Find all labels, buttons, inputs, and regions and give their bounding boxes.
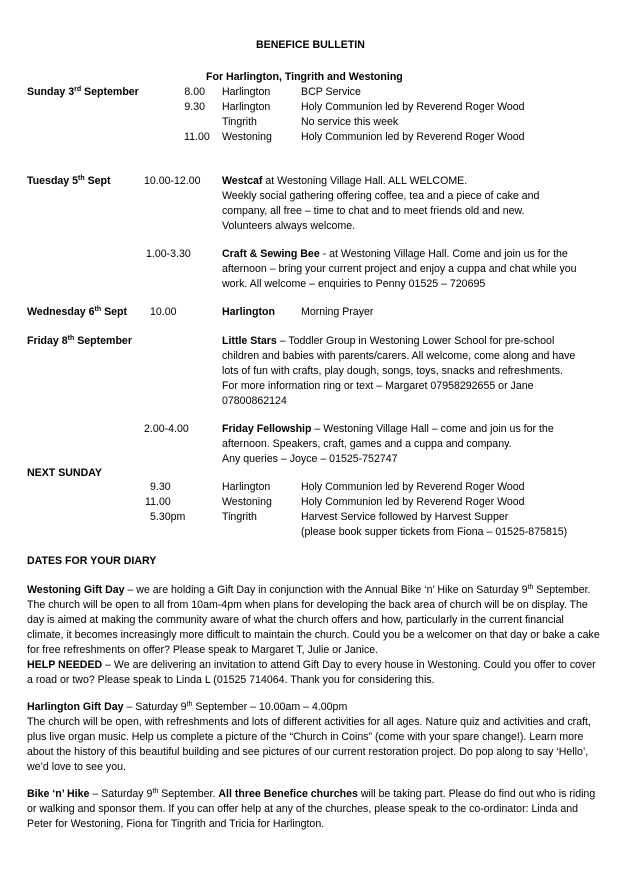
next-sunday-place-1: Harlington xyxy=(222,481,271,493)
craft-line-1: Craft & Sewing Bee - at Westoning Village Hall. Come and join us for the xyxy=(222,248,568,260)
fellowship-line-2: afternoon. Speakers, craft, games and a cuppa and company. xyxy=(222,438,512,450)
stars-line-5: 07800862124 xyxy=(222,395,287,407)
sunday-time-1: 8.00 xyxy=(184,86,205,98)
stars-line-4: For more information ring or text – Margaret 07958292655 or Jane xyxy=(222,380,534,392)
next-sunday-event-2: Holy Communion led by Reverend Roger Wood xyxy=(301,496,525,508)
harlington-gift-title: Harlington Gift Day xyxy=(27,701,124,713)
westcaf-line-1: Westcaf at Westoning Village Hall. ALL WELCOME. xyxy=(222,175,468,187)
sunday-event-2: Holy Communion led by Reverend Roger Wood xyxy=(301,101,525,113)
craft-line-3: work. All welcome – enquiries to Penny 01525 – 720695 xyxy=(222,278,486,290)
craft-time: 1.00-3.30 xyxy=(146,248,191,260)
next-sunday-place-3: Tingrith xyxy=(222,511,257,523)
westcaf-line-2: Weekly social gathering offering coffee, tea and a piece of cake and xyxy=(222,190,540,202)
westcaf-time: 10.00-12.00 xyxy=(144,175,201,187)
next-sunday-heading: NEXT SUNDAY xyxy=(27,467,102,479)
wednesday-place: Harlington xyxy=(222,306,275,318)
westoning-gift-paragraph: Westoning Gift Day – we are holding a Gift Day in conjunction with the Annual Bike ‘n’ Hike on Saturday 9th September. The church will be open to all from 10am-4pm when plans for developing the back area of church will be on display. The day is aimed at making the community aware of what the church offers and how, particularly in the current financial climate, it becomes increasingly more difficult to maintain the church. Could you be a welcomer on that day or bake a cake for free refreshments on offer? Please speak to Margaret T, Julie or Janice. HELP NEEDED – We are delivering an invitation to attend Gift Day to every house in Westoning. Could you offer to cover a road or two? Please speak to Linda L (01525 714064. Thank you for considering this. xyxy=(27,584,600,686)
stars-line-2: children and babies with parents/carers. All welcome, come along and have xyxy=(222,350,576,362)
help-needed-label: HELP NEEDED xyxy=(27,659,103,671)
stars-line-3: lots of fun with crafts, play dough, songs, toys, snacks and refreshments. xyxy=(222,365,563,377)
sunday-time-4: 11.00 xyxy=(184,131,210,143)
sunday-place-1: Harlington xyxy=(222,86,271,98)
next-sunday-place-2: Westoning xyxy=(222,496,272,508)
sunday-time-2: 9.30 xyxy=(184,101,205,113)
next-sunday-time-2: 11.00 xyxy=(145,496,171,508)
next-sunday-time-3: 5.30pm xyxy=(150,511,186,523)
westcaf-line-3: company, all free – time to chat and to meet friends old and new. xyxy=(222,205,525,217)
craft-line-2: afternoon – bring your current project and enjoy a cuppa and chat while you xyxy=(222,263,577,275)
bulletin-title: BENEFICE BULLETIN xyxy=(256,39,365,51)
stars-line-1: Little Stars – Toddler Group in Westoning Lower School for pre-school xyxy=(222,335,555,347)
wednesday-time: 10.00 xyxy=(150,306,177,318)
harlington-gift-paragraph: Harlington Gift Day – Saturday 9th September – 10.00am – 4.00pm The church will be open, with refreshments and lots of different activities for all ages. Nature quiz and activities and craft, plus live organ music. Help us complete a picture of the “Church in Coins” (come with your spare change!). Learn more about the history of this beautiful building and see pictures of our current restoration project. Do pop along to say ‘Hello’, we’d love to see you. xyxy=(27,701,591,773)
westoning-gift-title: Westoning Gift Day xyxy=(27,584,125,596)
sunday-event-4: Holy Communion led by Reverend Roger Wood xyxy=(301,131,525,143)
wednesday-event: Morning Prayer xyxy=(301,306,374,318)
next-sunday-event-1: Holy Communion led by Reverend Roger Wood xyxy=(301,481,525,493)
bike-hike-title: Bike ‘n’ Hike xyxy=(27,788,90,800)
bulletin-subtitle: For Harlington, Tingrith and Westoning xyxy=(206,71,403,83)
friday-heading: Friday 8th September xyxy=(27,335,132,347)
sunday-place-4: Westoning xyxy=(222,131,272,143)
sunday-place-3: Tingrith xyxy=(222,116,257,128)
next-sunday-time-1: 9.30 xyxy=(150,481,171,493)
next-sunday-event-3: Harvest Service followed by Harvest Supper xyxy=(301,511,509,523)
sunday-heading: Sunday 3rd September xyxy=(27,86,139,98)
diary-heading: DATES FOR YOUR DIARY xyxy=(27,555,157,567)
next-sunday-note: (please book supper tickets from Fiona – 01525-875815) xyxy=(301,526,568,538)
fellowship-line-1: Friday Fellowship – Westoning Village Hall – come and join us for the xyxy=(222,423,554,435)
westcaf-line-4: Volunteers always welcome. xyxy=(222,220,356,232)
wednesday-heading: Wednesday 6th Sept xyxy=(27,306,128,318)
fellowship-time: 2.00-4.00 xyxy=(144,423,189,435)
tuesday-heading: Tuesday 5th Sept xyxy=(27,175,111,187)
bike-hike-paragraph: Bike ‘n’ Hike – Saturday 9th September. All three Benefice churches will be taking part. Please do find out who is riding or walking and sponsor them. If you can offer help at any of the churches, please speak to the co-ordinator: Linda and Peter for Westoning, Fiona for Tingrith and Tricia for Harlington. xyxy=(27,788,596,830)
sunday-event-3: No service this week xyxy=(301,116,399,128)
fellowship-line-3: Any queries – Joyce – 01525-752747 xyxy=(222,453,398,465)
sunday-place-2: Harlington xyxy=(222,101,271,113)
sunday-event-1: BCP Service xyxy=(301,86,361,98)
